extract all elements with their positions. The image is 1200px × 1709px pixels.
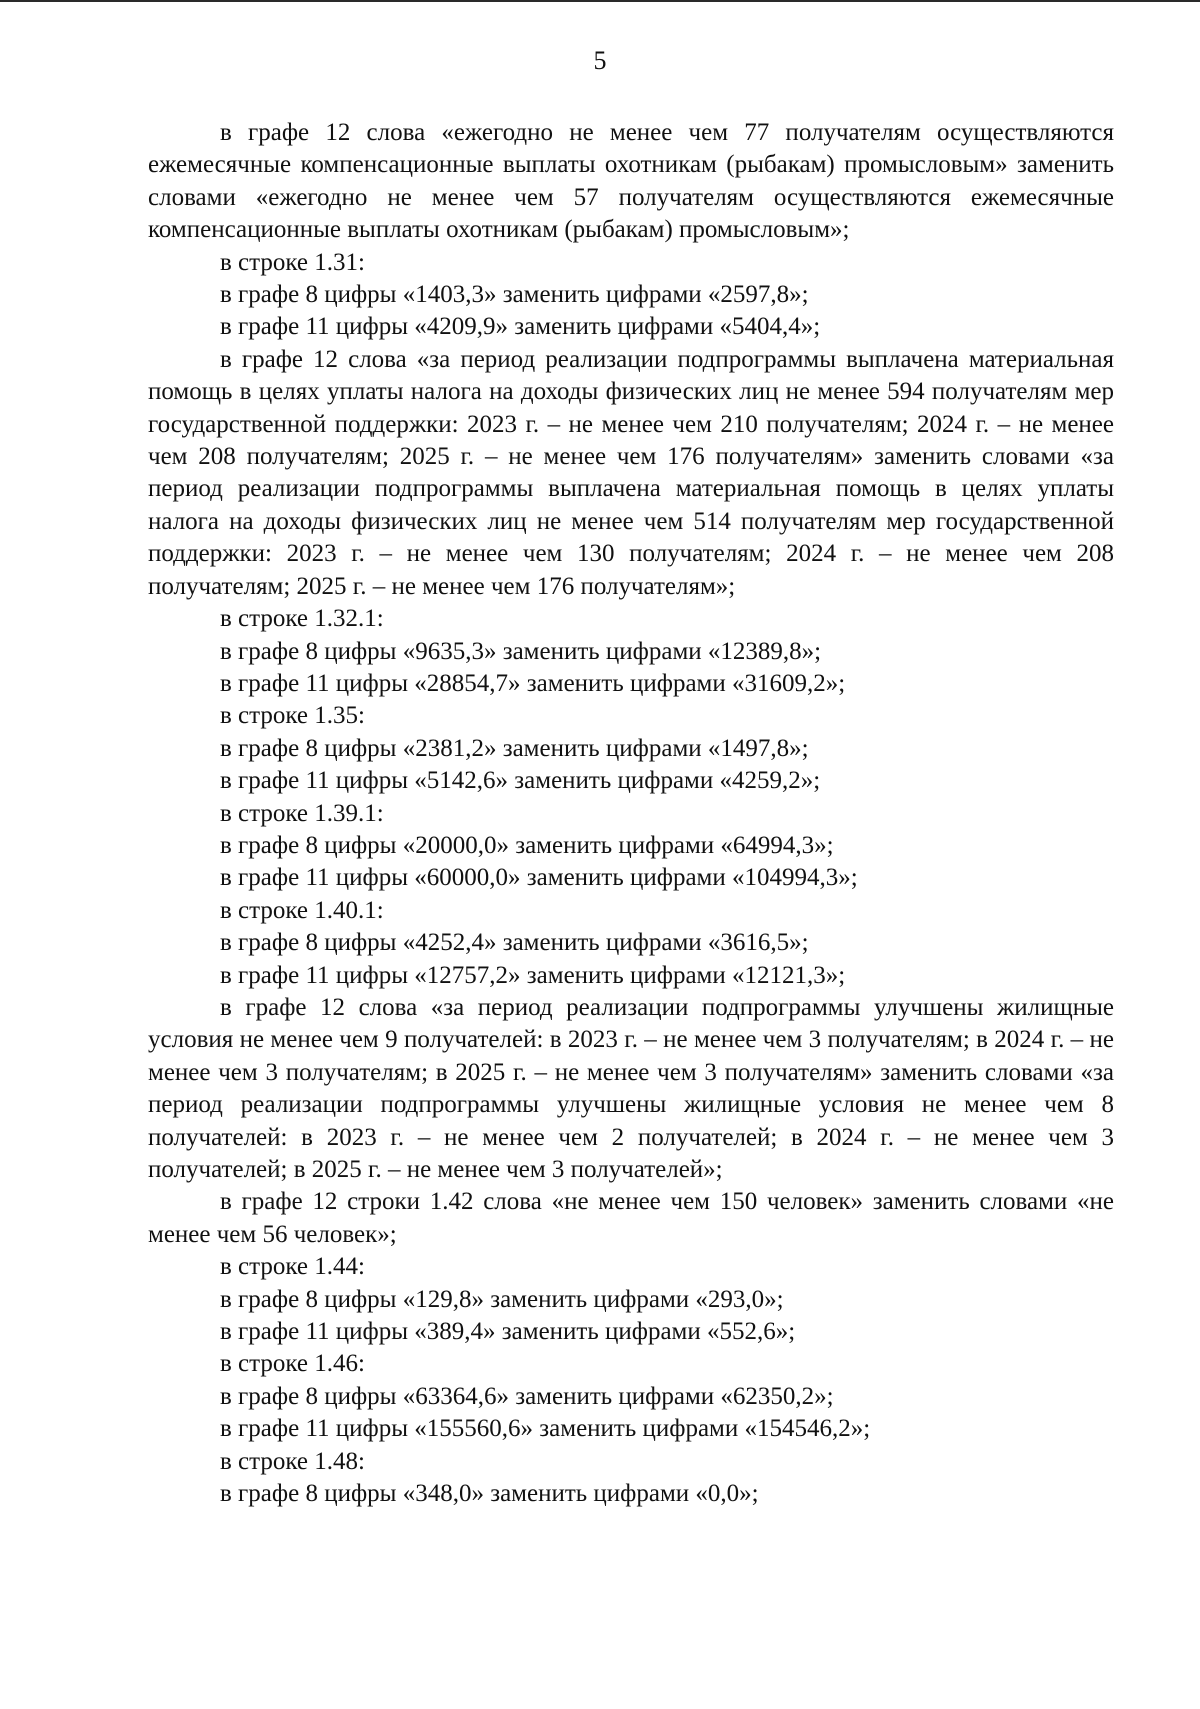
paragraph: в строке 1.40.1: bbox=[220, 896, 384, 924]
paragraph: в графе 8 цифры «2381,2» заменить цифрами «1497,8»; bbox=[220, 734, 809, 762]
document-body bbox=[148, 117, 1114, 1510]
paragraph: в строке 1.32.1: bbox=[220, 605, 384, 633]
paragraph: в графе 11 цифры «5142,6» заменить цифрами «4259,2»; bbox=[220, 767, 821, 795]
paragraph: в графе 8 цифры «9635,3» заменить цифрами «12389,8»; bbox=[220, 637, 822, 665]
paragraph: в строке 1.31: bbox=[220, 248, 365, 276]
paragraph: в графе 12 слова «за период реализации подпрограммы выплачена материальная помощь в целях уплаты налога на доходы физических лиц не менее 594 получателям мер государственной поддержки: 2023 г. – не менее чем 210 получателям; 2024 г. – не менее чем 208 получателям; 2025 г. – не менее чем 176 получателям» заменить словами «за период реализации подпрограммы выплачена материальная помощь в целях уплаты налога на доходы физических лиц не менее чем 514 получателям мер государственной поддержки: 2023 г. – не менее чем 130 получателям; 2024 г. – не менее чем 208 получателям; 2025 г. – не менее чем 176 получателям»; bbox=[148, 345, 1114, 600]
paragraph: в строке 1.46: bbox=[220, 1350, 365, 1378]
paragraph: в строке 1.44: bbox=[220, 1253, 365, 1281]
paragraph: в графе 12 слова «за период реализации подпрограммы улучшены жилищные условия не менее чем 9 получателей: в 2023 г. – не менее чем 3 получателям; в 2024 г. – не менее чем 3 получателям; в 2025 г. – не менее чем 3 получателям» заменить словами «за период реализации подпрограммы улучшены жилищные условия не менее чем 8 получателей: в 2023 г. – не менее чем 2 получателей; в 2024 г. – не менее чем 3 получателей; в 2025 г. – не менее чем 3 получателей»; bbox=[148, 993, 1114, 1183]
paragraph: в строке 1.35: bbox=[220, 702, 365, 730]
paragraph: в графе 11 цифры «60000,0» заменить цифрами «104994,3»; bbox=[220, 864, 858, 892]
paragraph: в графе 8 цифры «129,8» заменить цифрами «293,0»; bbox=[220, 1285, 784, 1313]
paragraph: в графе 11 цифры «4209,9» заменить цифрами «5404,4»; bbox=[220, 313, 821, 341]
paragraph: в графе 8 цифры «4252,4» заменить цифрами «3616,5»; bbox=[220, 929, 809, 957]
paragraph: в графе 12 строки 1.42 слова «не менее чем 150 человек» заменить словами «не менее чем 56 человек»; bbox=[148, 1188, 1114, 1248]
paragraph: в графе 8 цифры «20000,0» заменить цифрами «64994,3»; bbox=[220, 831, 834, 859]
paragraph: в графе 11 цифры «389,4» заменить цифрами «552,6»; bbox=[220, 1318, 796, 1346]
paragraph: в графе 8 цифры «1403,3» заменить цифрами «2597,8»; bbox=[220, 281, 809, 309]
paragraph: в графе 12 слова «ежегодно не менее чем 77 получателям осуществляются ежемесячные компенсационные выплаты охотникам (рыбакам) промысловым» заменить словами «ежегодно не менее чем 57 получателям осуществляются ежемесячные компенсационные выплаты охотникам (рыбакам) промысловым»; bbox=[148, 119, 1114, 244]
paragraph: в графе 8 цифры «63364,6» заменить цифрами «62350,2»; bbox=[220, 1382, 834, 1410]
top-border-line bbox=[0, 0, 1200, 2]
paragraph: в графе 8 цифры «348,0» заменить цифрами «0,0»; bbox=[220, 1480, 759, 1508]
paragraph: в графе 11 цифры «12757,2» заменить цифрами «12121,3»; bbox=[220, 961, 846, 989]
paragraph: в строке 1.39.1: bbox=[220, 799, 384, 827]
paragraph: в строке 1.48: bbox=[220, 1447, 365, 1475]
paragraph: в графе 11 цифры «28854,7» заменить цифрами «31609,2»; bbox=[220, 669, 846, 697]
paragraph: в графе 11 цифры «155560,6» заменить цифрами «154546,2»; bbox=[220, 1415, 871, 1443]
page-number: 5 bbox=[593, 46, 607, 75]
